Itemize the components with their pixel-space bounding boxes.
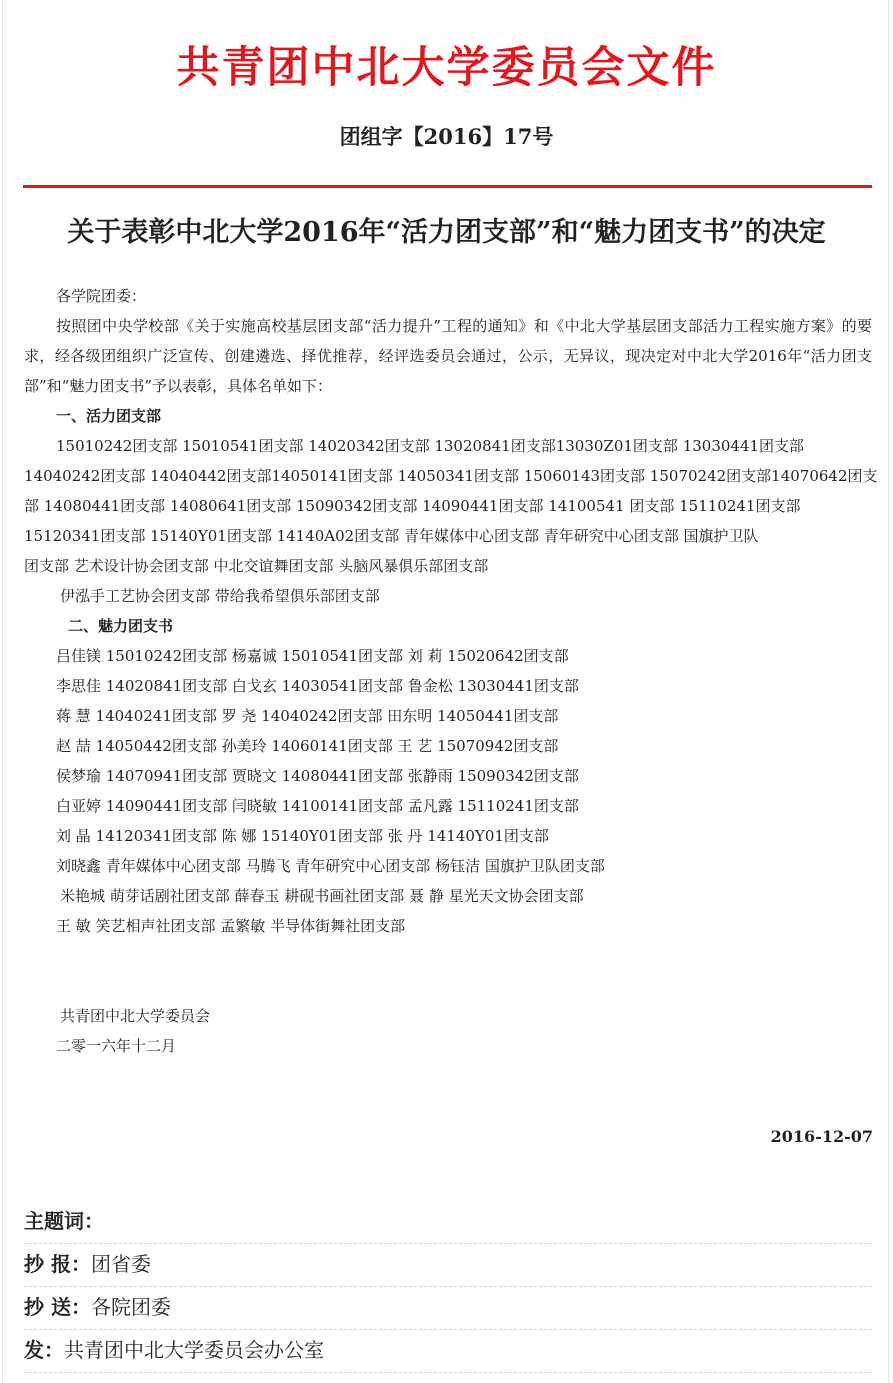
greeting: 各学院团委： (56, 287, 147, 305)
secretary-list-line: 李思佳 14020841团支部 白戈玄 14030541团支部 鲁金松 13030441团支部 (56, 677, 579, 695)
send-label: 抄 送： (24, 1295, 91, 1319)
publish-date: 2016-12-07 (770, 1127, 873, 1146)
secretary-list-line: 米艳城 萌芽话剧社团支部 薛春玉 耕砚书画社团支部 聂 静 星光天文协会团支部 (60, 887, 584, 905)
keywords-label: 主题词： (24, 1209, 104, 1233)
send-value: 各院团委 (90, 1295, 171, 1319)
issue-label: 发： (24, 1338, 64, 1362)
branch-list-line: 伊泓手工艺协会团支部 带给我希望俱乐部团支部 (60, 587, 380, 605)
secretary-list-line: 赵 喆 14050442团支部 孙美玲 14060141团支部 王 艺 15070942团支部 (56, 737, 559, 755)
section-heading-secretaries: 二、魅力团支书 (68, 617, 174, 635)
branch-list-line: 团支部 艺术设计协会团支部 中北交谊舞团支部 头脑风暴俱乐部团支部 (24, 557, 489, 575)
issue-row (24, 1335, 872, 1365)
red-divider (23, 185, 872, 188)
report-value: 团省委 (90, 1252, 151, 1276)
report-row (24, 1249, 872, 1279)
decision-title: 关于表彰中北大学2016年“活力团支部”和“魅力团支书”的决定 (67, 217, 826, 248)
secretary-list-line: 吕佳镁 15010242团支部 杨嘉诚 15010541团支部 刘 莉 15020642团支部 (56, 647, 569, 665)
section-heading-branches: 一、活力团支部 (56, 407, 162, 425)
secretary-list-line: 白亚婷 14090441团支部 闫晓敏 14100141团支部 孟凡露 15110241团支部 (56, 797, 579, 815)
secretary-list-line: 侯梦瑜 14070941团支部 贾晓文 14080441团支部 张静雨 15090342团支部 (56, 767, 579, 785)
report-label: 抄 报： (24, 1252, 91, 1276)
secretary-list-line: 蒋 慧 14040241团支部 罗 尧 14040242团支部 田东明 14050441团支部 (56, 707, 559, 725)
footer-divider (24, 1286, 872, 1287)
branch-list-line: 部 14080441团支部 14080641团支部 15090342团支部 14090441团支部 14100541 团支部 15110241团支部 (24, 497, 801, 515)
branch-list-line: 15120341团支部 15140Y01团支部 14140A02团支部 青年媒体中心团支部 青年研究中心团支部 国旗护卫队 (24, 527, 759, 545)
secretary-list-line: 王 敏 笑艺相声社团支部 孟繁敏 半导体街舞社团支部 (56, 917, 406, 935)
issue-value: 共青团中北大学委员会办公室 (64, 1338, 324, 1362)
send-row (24, 1292, 872, 1322)
secretary-list-line: 刘 晶 14120341团支部 陈 娜 15140Y01团支部 张 丹 14140Y01团支部 (56, 827, 549, 845)
signature-date: 二零一六年十二月 (56, 1037, 177, 1055)
keywords-row (24, 1206, 872, 1236)
branch-list-line: 14040242团支部 14040442团支部14050141团支部 14050341团支部 15060143团支部 15070242团支部14070642团支 (24, 467, 878, 485)
intro-paragraph: 按照团中央学校部《关于实施高校基层团支部“活力提升”工程的通知》和《中北大学基层团支部活力工程实施方案》的要求，经各级团组织广泛宣传、创建遴选、择优推荐，经评选委员会通过，公示，无异议，现决定对中北大学2016年“活力团支部”和“魅力团支书”予以表彰，具体名单如下： (24, 317, 872, 395)
secretary-list-line: 刘晓鑫 青年媒体中心团支部 马腾飞 青年研究中心团支部 杨钰洁 国旗护卫队团支部 (56, 857, 605, 875)
footer-divider (24, 1243, 872, 1244)
signature-org: 共青团中北大学委员会 (60, 1007, 211, 1025)
doc-number: 团组字【2016】17号 (339, 124, 554, 149)
org-title: 共青团中北大学委员会文件 (176, 43, 717, 93)
branch-list-line: 15010242团支部 15010541团支部 14020342团支部 13020841团支部13030Z01团支部 13030441团支部 (56, 437, 805, 455)
footer-divider (24, 1329, 872, 1330)
document-body (24, 281, 878, 1061)
spacer (24, 941, 872, 1001)
footer-divider (24, 1372, 872, 1373)
